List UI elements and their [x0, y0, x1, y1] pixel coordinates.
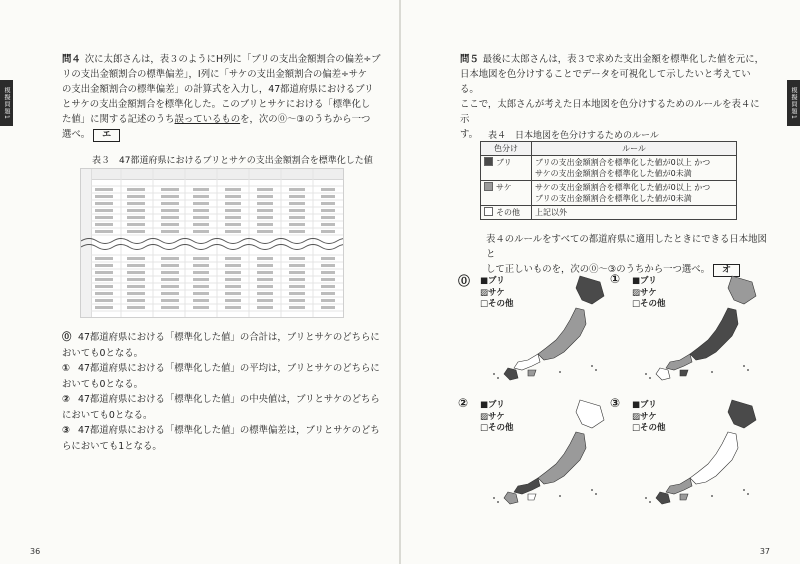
- option-marker: ⓪: [62, 332, 72, 343]
- table-4-header-color: 色分け: [481, 142, 532, 156]
- question-5-number: 問５: [460, 54, 479, 65]
- question-4-line: リの支出金額割合の標準偏差」，I列に「サケの支出金額割合の偏差÷サケ: [62, 69, 368, 80]
- underlined-emphasis: 誤っているもの: [174, 114, 241, 125]
- option-3[interactable]: [62, 423, 380, 439]
- map-option-0[interactable]: [458, 272, 608, 384]
- japan-map-icon: [488, 274, 606, 382]
- question-5-line: す。: [460, 129, 478, 140]
- option-marker: ①: [62, 363, 70, 374]
- option-text: 47都道府県における「標準化した値」の中央値は，ブリとサケのどちら: [78, 394, 380, 405]
- other-swatch-icon: [484, 207, 493, 216]
- page-number-left: 36: [30, 547, 41, 556]
- row-label: ブリ: [496, 158, 512, 167]
- question-4-line: た値」に関する記述のうち: [62, 114, 175, 125]
- buri-swatch-icon: [484, 157, 493, 166]
- chapter-tab-right: 模擬問題1: [787, 80, 800, 126]
- option-0[interactable]: [62, 330, 380, 346]
- table-4-caption: 表４ 日本地図を色分けするためのルール: [488, 131, 659, 141]
- table-4-row-buri: [481, 156, 737, 181]
- option-text: 47都道府県における「標準化した値」の標準偏差は，ブリとサケのどち: [78, 425, 380, 436]
- legend-sake: ▨サケ: [480, 287, 505, 298]
- map-option-marker: ⓪: [458, 274, 471, 288]
- option-text: 47都道府県における「標準化した値」の合計は，ブリとサケのどちらに: [78, 332, 380, 343]
- row-label: その他: [496, 208, 520, 217]
- question-4-options: [62, 330, 380, 454]
- question-4-number: 問４: [62, 54, 81, 65]
- table-4-header-rule: ルール: [532, 142, 737, 156]
- rule-text: ブリの支出金額割合を標準化した値が0未満: [535, 194, 692, 203]
- legend-other: □その他: [632, 299, 666, 309]
- map-option-marker: ①: [610, 272, 621, 286]
- legend-sake: ▨サケ: [632, 287, 657, 298]
- rule-text: サケの支出金額割合を標準化した値が0未満: [535, 169, 692, 178]
- rule-text: サケの支出金額割合を標準化した値が0以上 かつ: [535, 183, 711, 192]
- sake-swatch-icon: [484, 182, 493, 191]
- rule-text: 上記以外: [535, 208, 567, 217]
- legend-other: □その他: [480, 423, 514, 433]
- japan-map-icon: [488, 398, 606, 506]
- legend-sake: ▨サケ: [480, 411, 505, 422]
- table-4-rules: [480, 141, 737, 220]
- question-5-line: して正しいものを，次の⓪～③のうちから一つ選べ。: [486, 264, 711, 275]
- map-option-marker: ③: [610, 396, 621, 410]
- table-3-spreadsheet-image: [80, 168, 344, 318]
- page-number-right: 37: [759, 547, 770, 556]
- option-text: らにおいても1となる。: [62, 440, 162, 452]
- question-5-line: 日本地図を色分けすることでデータを可視化して示したいと考えている。: [460, 69, 751, 95]
- legend-sake: ▨サケ: [632, 411, 657, 422]
- answer-box-e[interactable]: エ: [93, 129, 120, 142]
- page-fold: [399, 0, 401, 564]
- option-text: においても0となる。: [62, 409, 153, 421]
- question-5-tail: [486, 232, 776, 277]
- answer-box-o[interactable]: オ: [713, 264, 740, 277]
- map-option-1[interactable]: [610, 272, 760, 384]
- question-5-line: ここで，太郎さんが考えた日本地図を色分けするためのルールを表４に示: [460, 99, 760, 125]
- table-4-row-other: [481, 206, 737, 220]
- question-4: [62, 52, 384, 142]
- table-4-row-sake: [481, 181, 737, 206]
- japan-map-icon: [640, 398, 758, 506]
- legend-buri: ■ブリ: [480, 276, 505, 286]
- option-text: 47都道府県における「標準化した値」の平均は，ブリとサケのどちらに: [78, 363, 380, 374]
- legend-other: □その他: [480, 299, 514, 309]
- option-1[interactable]: [62, 361, 380, 377]
- question-4-line: 選べ。: [62, 129, 91, 140]
- table-3-caption: 表３ 47都道府県におけるブリとサケの支出金額割合を標準化した値: [92, 156, 373, 166]
- question-5-line: 表４のルールをすべての都道府県に適用したときにできる日本地図と: [486, 234, 767, 260]
- option-marker: ③: [62, 425, 70, 436]
- question-4-line: とサケの支出金額割合を標準化した。このブリとサケにおける「標準化し: [62, 99, 371, 110]
- map-option-marker: ②: [458, 396, 469, 410]
- sheet-grid-graphic: [81, 169, 343, 317]
- question-5-line: 最後に太郎さんは，表３で求めた支出金額を標準化した値を元に，: [482, 54, 765, 65]
- legend-buri: ■ブリ: [632, 400, 657, 410]
- row-label: サケ: [496, 183, 512, 192]
- option-2[interactable]: [62, 392, 380, 408]
- map-option-3[interactable]: [610, 396, 760, 508]
- option-text: おいても0となる。: [62, 378, 143, 390]
- option-text: おいても0となる。: [62, 347, 143, 359]
- japan-map-icon: [640, 274, 758, 382]
- question-4-line: の支出金額割合の標準偏差」の計算式を入力し，47都道府県におけるブリ: [62, 84, 374, 95]
- legend-buri: ■ブリ: [632, 276, 657, 286]
- question-4-line: を，次の⓪～③のうちから一つ: [240, 114, 371, 125]
- question-4-line: 次に太郎さんは，表３のようにH列に「ブリの支出金額割合の偏差÷ブ: [84, 54, 381, 65]
- rule-text: ブリの支出金額割合を標準化した値が0以上 かつ: [535, 158, 711, 167]
- map-option-2[interactable]: [458, 396, 608, 508]
- chapter-tab-left: 模擬問題1: [0, 80, 13, 126]
- legend-buri: ■ブリ: [480, 400, 505, 410]
- legend-other: □その他: [632, 423, 666, 433]
- option-marker: ②: [62, 394, 70, 405]
